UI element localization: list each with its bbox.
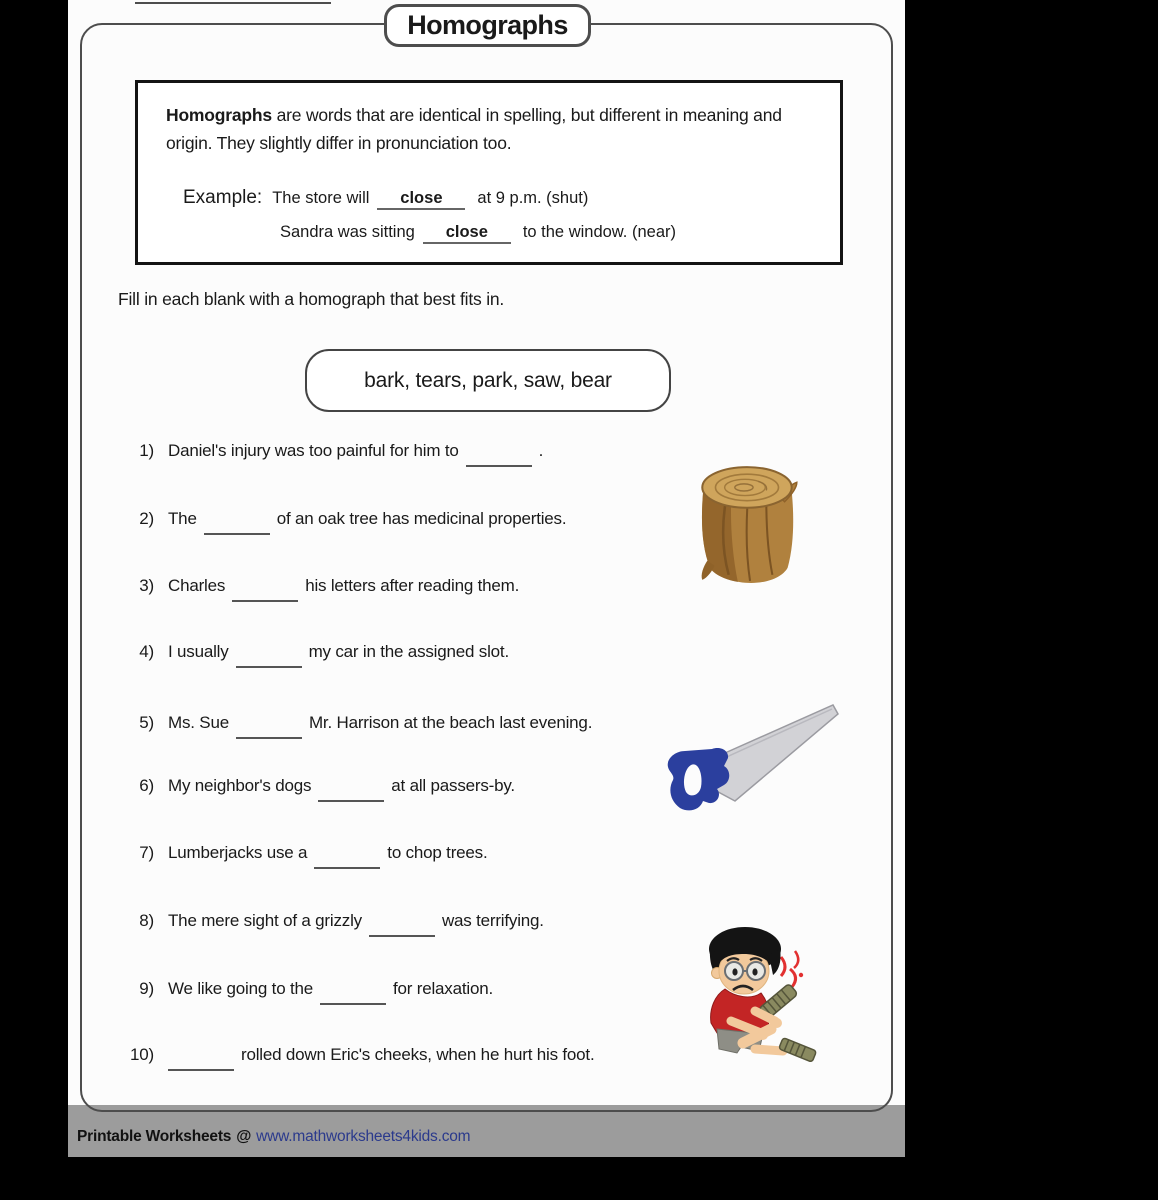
at-symbol: @ <box>236 1128 252 1145</box>
question-post-text: at all passers-by. <box>391 776 515 795</box>
answer-blank <box>168 1069 234 1071</box>
question-row-4 <box>118 642 708 670</box>
question-post-text: for relaxation. <box>393 979 493 998</box>
question-post-text: my car in the assigned slot. <box>308 642 509 661</box>
example2-post: to the window. (near) <box>522 223 676 241</box>
example1-pre: The store will <box>272 189 370 207</box>
example-line-2 <box>280 223 676 244</box>
handsaw-illustration <box>655 701 842 815</box>
question-pre-text: The <box>168 509 197 528</box>
question-number: 6) <box>139 776 154 795</box>
definition-box <box>135 80 843 265</box>
definition-term: Homographs <box>166 105 272 125</box>
instruction-text: Fill in each blank with a homograph that best fits in. <box>118 289 505 309</box>
question-number: 2) <box>139 509 154 528</box>
question-post-text: Mr. Harrison at the beach last evening. <box>308 713 593 732</box>
example-line-1 <box>183 187 588 210</box>
title-box <box>384 4 591 47</box>
question-row-5 <box>118 713 708 741</box>
worksheet-page <box>68 0 905 1105</box>
footer-credit-label: Printable Worksheets <box>77 1128 232 1145</box>
answer-blank <box>369 935 435 937</box>
example1-post: at 9 p.m. (shut) <box>477 189 589 207</box>
tree-stump-illustration <box>695 461 800 586</box>
answer-blank <box>314 867 380 869</box>
example2-answer-blank: close <box>423 223 511 244</box>
footer-bar <box>68 1105 905 1157</box>
question-pre-text: We like going to the <box>168 979 313 998</box>
question-row-2 <box>118 509 708 537</box>
definition-body: are words that are identical in spelling, but different in meaning and origin. They slightly differ in pronunciation too. <box>166 105 782 153</box>
question-row-9 <box>118 979 708 1007</box>
question-post-text: was terrifying. <box>441 911 544 930</box>
question-row-7 <box>118 843 708 871</box>
question-row-6 <box>118 776 708 804</box>
question-pre-text: Ms. Sue <box>168 713 229 732</box>
answer-blank <box>204 533 270 535</box>
answer-blank <box>466 465 532 467</box>
example-label: Example: <box>183 187 263 208</box>
question-row-3 <box>118 576 708 604</box>
example2-pre: Sandra was sitting <box>280 223 415 241</box>
question-post-text: to chop trees. <box>387 843 488 862</box>
question-post-text: his letters after reading them. <box>305 576 520 595</box>
question-pre-text: Daniel's injury was too painful for him to <box>168 441 459 460</box>
question-number: 1) <box>139 441 154 460</box>
question-row-10 <box>118 1045 708 1073</box>
question-pre-text: My neighbor's dogs <box>168 776 312 795</box>
answer-blank <box>320 1003 386 1005</box>
answer-blank <box>232 600 298 602</box>
worksheet-site-link[interactable]: www.mathworksheets4kids.com <box>256 1128 471 1145</box>
question-post-text: of an oak tree has medicinal properties. <box>276 509 567 528</box>
answer-blank <box>318 800 384 802</box>
word-bank-box <box>305 349 671 412</box>
top-partial-rule <box>135 2 331 4</box>
question-row-8 <box>118 911 708 939</box>
question-number: 10) <box>130 1045 154 1064</box>
question-number: 5) <box>139 713 154 732</box>
question-row-1 <box>118 441 708 469</box>
question-pre-text: Charles <box>168 576 226 595</box>
definition-text <box>166 101 816 157</box>
question-pre-text: I usually <box>168 642 229 661</box>
question-post-text: rolled down Eric's cheeks, when he hurt his foot. <box>241 1045 595 1064</box>
answer-blank <box>236 666 302 668</box>
word-bank-words: bark, tears, park, saw, bear <box>364 368 612 392</box>
answer-blank <box>236 737 302 739</box>
footer-credit <box>77 1128 470 1146</box>
question-number: 4) <box>139 642 154 661</box>
question-pre-text: Lumberjacks use a <box>168 843 308 862</box>
question-number: 8) <box>139 911 154 930</box>
question-pre-text: The mere sight of a grizzly <box>168 911 362 930</box>
question-number: 7) <box>139 843 154 862</box>
crying-boy-illustration <box>683 923 820 1065</box>
question-number: 3) <box>139 576 154 595</box>
page-title: Homographs <box>407 10 568 40</box>
question-number: 9) <box>139 979 154 998</box>
question-post-text: . <box>538 441 544 460</box>
example1-answer-blank: close <box>377 189 465 210</box>
